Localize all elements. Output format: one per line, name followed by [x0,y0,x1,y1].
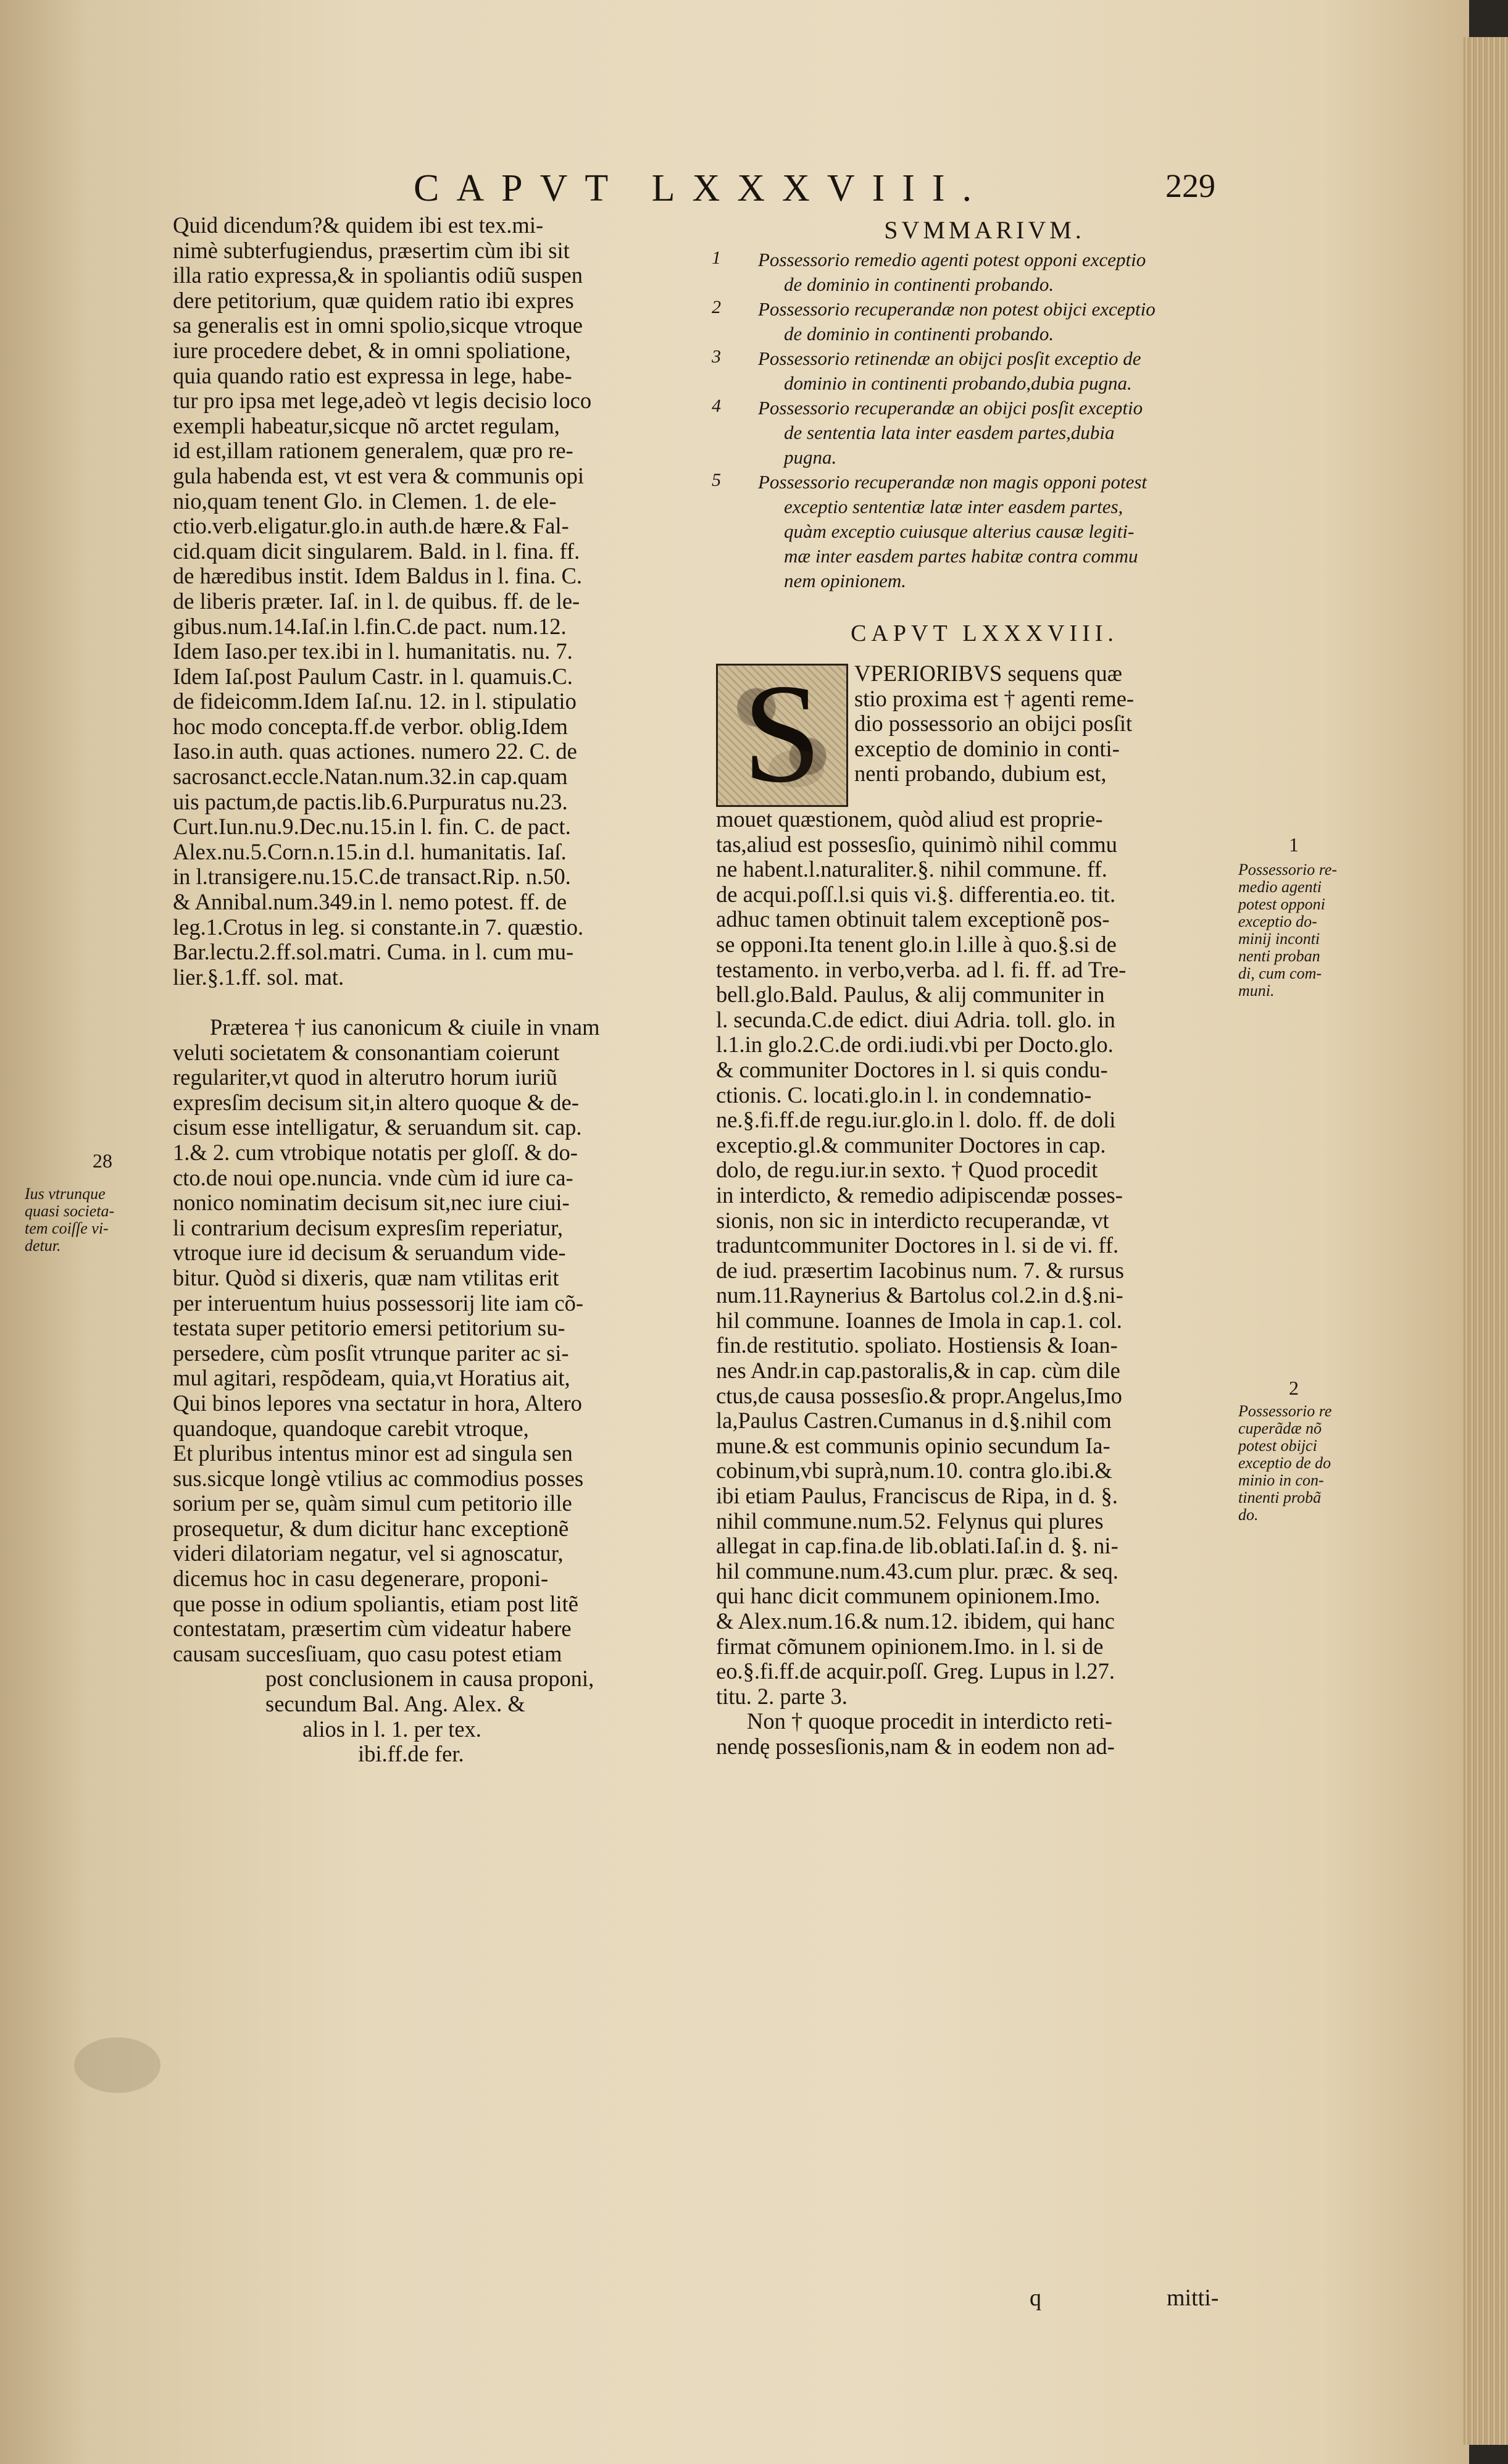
text-line: hil commune. Ioannes de Imola in cap.1. col. [716,1308,1122,1333]
margin-paragraph-number: 28 [93,1150,112,1172]
paragraph-gap [173,990,667,1015]
text-line: illa ratio expressa,& in spoliantis odiũ suspen [173,263,583,288]
text-line: alios in l. 1. per tex. [302,1716,481,1742]
text-line: Idem Iaſ.post Paulum Castr. in l. quamuis.C. [173,664,573,689]
margin-note-line: Possessorio re- [1238,861,1338,879]
text-line: veluti societatem & consonantiam coierunt [173,1040,560,1065]
summary-item-line: de sententia lata inter easdem partes,dubia [784,422,1115,443]
text-line: in interdicto, & remedio adipiscendæ posses- [716,1182,1123,1208]
text-line: sa generalis est in omni spolio,sicque vtroque [173,313,583,338]
text-line: ibi etiam Paulus, Franciscus de Ripa, in d. §. [716,1484,1118,1509]
summary-item-number: 5 [712,470,721,490]
text-line: de hæredibus instit. Idem Baldus in l. fina. C. [173,564,583,589]
text-line: gula habenda est, vt est vera & communis opi [173,463,584,488]
text-line: cisum esse intelligatur, & seruandum sit. cap. [173,1115,582,1140]
summary-item [712,297,1253,346]
margin-note-line: tinenti probã [1238,1489,1322,1506]
text-line: nio,quam tenent Glo. in Clemen. 1. de ele- [173,488,557,514]
text-line: quia quando ratio est expressa in lege, habe- [173,363,572,388]
margin-note-line: exceptio de do [1238,1454,1331,1472]
paper-stain [769,750,824,787]
text-line: qui hanc dicit communem opinionem.Imo. [716,1584,1101,1609]
summary-item-line: Possessorio recuperandæ non potest obijci exceptio [758,298,1156,320]
text-line: firmat cõmunem opinionem.Imo. in l. si de [716,1634,1104,1659]
text-line: Curt.Iun.nu.9.Dec.nu.15.in l. fin. C. de pact. [173,814,571,840]
text-line: id est,illam rationem generalem, quæ pro re- [173,438,573,464]
text-line: allegat in cap.fina.de lib.oblati.Iaſ.in d. §. ni- [716,1534,1119,1559]
summary-item [712,396,1253,470]
margin-note-line: quasi societa- [25,1202,115,1220]
margin-note-line: nenti proban [1238,947,1320,965]
text-line: eo.§.fi.ff.de acquir.poſſ. Greg. Lupus in l.27. [716,1659,1115,1684]
text-line: Iaso.in auth. quas actiones. numero 22. C. de [173,739,577,764]
margin-note-line: muni. [1238,982,1275,1000]
left-text-column [173,213,667,1767]
chapter-running-title: CAPVT LXXXVIII. [414,167,989,209]
text-line: se opponi.Ita tenent glo.in l.ille à quo.§.si de [716,932,1117,957]
text-line: leg.1.Crotus in leg. si constante.in 7. quæstio. [173,914,584,940]
summary-item-line: exceptio sententiæ latæ inter easdem partes, [784,496,1123,517]
text-line: mul agitari, respõdeam, quia,vt Horatius ait, [173,1366,570,1391]
text-line: sionis, non sic in interdicto recuperandæ, vt [716,1208,1109,1233]
margin-note-line: tem coiſſe vi- [25,1219,109,1237]
text-line: dolo, de regu.iur.in sexto. † Quod procedit [716,1158,1098,1183]
margin-note-line: medio agenti [1238,878,1322,896]
text-line: Qui binos lepores vna sectatur in hora, Altero [173,1390,582,1416]
text-line: tas,aliud est possesſio, quinimò nihil commu [716,832,1117,857]
margin-note-line: cuperãdæ nõ [1238,1419,1322,1437]
paper-stain [74,2037,160,2093]
text-line: bell.glo.Bald. Paulus, & alij communiter in [716,982,1105,1008]
right-margin-note-1 [1238,861,1337,1000]
text-line: per interuentum huius possessorij lite iam cõ- [173,1290,583,1316]
text-line: VPERIORIBVS sequens quæ [854,661,1122,686]
text-line: causam succesſiuam, quo casu potest etiam [173,1641,562,1666]
text-line: ctio.verb.eligatur.glo.in auth.de hære.& Fal- [173,514,569,539]
text-line: & Alex.num.16.& num.12. ibidem, qui hanc [716,1609,1115,1634]
summary-item-line: Possessorio remedio agenti potest opponi exceptio [758,249,1146,270]
margin-note-line: detur. [25,1237,61,1255]
margin-note-number-2: 2 [1289,1377,1299,1399]
text-line: nihil commune.num.52. Felynus qui plures [716,1508,1104,1534]
text-line: sus.sicque longè vtilius ac commodius posses [173,1466,584,1491]
text-line: expresſim decisum sit,in altero quoque & de- [173,1090,579,1115]
text-line: ne.§.fi.ff.de regu.iur.glo.in l. dolo. ff. de doli [716,1108,1116,1133]
summary-item-line: nem opinionem. [784,570,907,591]
summary-item-number: 3 [712,346,721,367]
margin-note-line: exceptio do- [1238,913,1317,930]
text-line: 1.& 2. cum vtrobique notatis per gloſſ. & do- [173,1140,578,1165]
signature-mark: q [1030,2285,1041,2311]
text-line: in l.transigere.nu.15.C.de transact.Rip. n.50. [173,864,571,890]
page-edges [1463,37,1508,2445]
text-line: adhuc tamen obtinuit talem exceptionẽ pos- [716,907,1110,932]
text-line: Et pluribus intentus minor est ad singula sen [173,1441,573,1466]
summary-item [712,346,1253,396]
text-line: uis pactum,de pactis.lib.6.Purpuratus nu.23. [173,789,568,814]
text-line: de acqui.poſſ.l.si quis vi.§. differentia.eo. tit. [716,882,1116,907]
text-line: li contrarium decisum expresſim reperiatur, [173,1215,563,1240]
text-line: la,Paulus Castren.Cumanus in d.§.nihil com [716,1408,1112,1434]
text-line: videri dilatoriam negatur, vel si agnoscatur, [173,1541,564,1566]
summary-item [712,470,1253,593]
text-line: fin.de restitutio. spoliato. Hostiensis & Ioan- [716,1333,1118,1358]
text-line: mouet quæstionem, quòd aliud est proprie- [716,807,1103,832]
text-line: secundum Bal. Ang. Alex. & [265,1692,525,1717]
text-line: & Annibal.num.349.in l. nemo potest. ff. de [173,890,567,915]
margin-note-line: minij inconti [1238,930,1320,948]
text-line: lier.§.1.ff. sol. mat. [173,964,344,990]
summary-item-line: dominio in continenti probando,dubia pugna. [784,372,1132,394]
text-line: exceptio.gl.& communiter Doctores in cap. [716,1132,1106,1158]
text-line: cto.de noui ope.nuncia. vnde cùm id iure ca- [173,1165,573,1190]
text-line: nendę possesſionis,nam & in eodem non ad- [716,1734,1115,1759]
margin-note-line: potest obijci [1238,1437,1317,1455]
text-line: quandoque, quandoque carebit vtroque, [173,1416,529,1441]
text-line: de iud. præsertim Iacobinus num. 7. & rursus [716,1258,1124,1283]
text-line: ne habent.l.naturaliter.§. nihil commune. ff. [716,857,1107,882]
text-line: Alex.nu.5.Corn.n.15.in d.l. humanitatis. Iaſ. [173,839,567,864]
decorated-initial [716,664,848,807]
summary-item-line: Possessorio retinendæ an obijci posſit exceptio de [758,348,1141,369]
text-line: Idem Iaso.per tex.ibi in l. humanitatis. nu. 7. [173,639,573,664]
margin-note-line: di, cum com- [1238,964,1322,982]
left-paragraph-continuation [173,213,667,990]
text-line: persedere, cùm posſit vtrunque pariter ac si- [173,1340,569,1366]
margin-note-line: potest opponi [1238,895,1325,913]
text-line: nonico nominatim decisum sit,nec iure ciui- [173,1190,570,1216]
text-line: dio possessorio an obijci posſit [854,711,1133,737]
text-line: l. secunda.C.de edict. diui Adria. toll. glo. in [716,1007,1115,1032]
text-line: Quid dicendum?& quidem ibi est tex.mi- [173,213,544,238]
drop-cap-letter: S [743,664,822,807]
text-line: testamento. in verbo,verba. ad l. fi. ff. ad Tre- [716,957,1127,982]
text-line: nenti probando, dubium est, [854,761,1107,787]
page-number: 229 [1165,167,1215,204]
right-text-column [712,213,1253,1760]
text-line: dicemus hoc in casu degenerare, proponi- [173,1566,549,1592]
summary-item-line: Possessorio recuperandæ non magis opponi potest [758,471,1148,493]
text-line: nes Andr.in cap.pastoralis,& in cap. cùm dile [716,1358,1120,1384]
text-line: que posse in odium spoliantis, etiam post litẽ [173,1591,578,1616]
text-line: exceptio de dominio in conti- [854,736,1120,761]
text-line: gibus.num.14.Iaſ.in l.fin.C.de pact. num.12. [173,614,567,639]
text-line: mune.& est communis opinio secundum Ia- [716,1433,1110,1458]
text-line: stio proxima est † agenti reme- [854,686,1135,711]
summary-item-number: 1 [712,248,721,268]
text-line: vtroque iure id decisum & seruandum vide- [173,1240,566,1266]
summary-item-line: mæ inter easdem partes habitæ contra commu [784,545,1138,567]
left-paragraph-28 [173,1015,667,1767]
right-margin-note-2 [1238,1403,1331,1524]
chapter-heading: CAPVT LXXXVIII. [851,620,1119,646]
text-line: de liberis præter. Iaſ. in l. de quibus. ff. de le- [173,588,580,614]
text-line: Bar.lectu.2.ff.sol.matri. Cuma. in l. cum mu- [173,940,574,965]
text-line: & communiter Doctores in l. si quis condu- [716,1057,1108,1082]
text-line: titu. 2. parte 3. [716,1684,848,1709]
summary-item [712,248,1253,297]
left-margin-note [25,1185,114,1255]
text-line: hil commune.num.43.cum plur. præc. & seq. [716,1558,1119,1584]
text-line: sacrosanct.eccle.Natan.num.32.in cap.quam [173,764,568,790]
text-line: cid.quam dicit singularem. Bald. in l. fina. ff. [173,538,580,564]
text-line: nimè subterfugiendus, præsertim cùm ibi sit [173,238,570,263]
text-line: num.11.Raynerius & Bartolus col.2.in d.§.ni- [716,1283,1123,1308]
text-line: testata super petitorio emersi petitorium su- [173,1316,565,1341]
margin-note-line: Possessorio re [1238,1402,1332,1420]
text-line: contestatam, præsertim cùm videatur habere [173,1616,572,1642]
text-line: hoc modo concepta.ff.de verbor. oblig.Idem [173,714,568,739]
summary-item-line: quàm exceptio cuiusque alterius causæ legiti- [784,520,1135,542]
running-head [0,167,1469,216]
right-body-text [716,807,1253,1760]
margin-note-number-1: 1 [1289,833,1299,856]
text-line: exempli habeatur,sicque nõ arctet regulam, [173,413,560,438]
text-line: ctus,de causa possesſio.& propr.Angelus,Imo [716,1383,1122,1408]
text-line: dere petitorium, quæ quidem ratio ibi expres [173,288,574,313]
summary-item-number: 4 [712,396,721,416]
text-line: post conclusionem in causa proponi, [265,1666,594,1692]
text-line: bitur. Quòd si dixeris, quæ nam vtilitas erit [173,1265,559,1290]
text-line: Non † quoque procedit in interdicto reti- [747,1709,1112,1734]
text-line: prosequetur, & dum dicitur hanc exceptionẽ [173,1516,569,1541]
text-line: l.1.in glo.2.C.de ordi.iudi.vbi per Docto.glo. [716,1032,1114,1058]
summary-item-line: de dominio in continenti probando. [784,274,1054,295]
text-line: de fideicomm.Idem Iaſ.nu. 12. in l. stipulatio [173,689,577,714]
margin-note-line: minio in con- [1238,1471,1324,1489]
summary-list [712,248,1253,593]
text-line: Præterea † ius canonicum & ciuile in vnam [210,1015,600,1040]
summary-item-line: de dominio in continenti probando. [784,323,1054,345]
margin-note-line: do. [1238,1506,1259,1524]
text-line: traduntcommuniter Doctores in l. si de vi. ff. [716,1233,1119,1258]
text-line: regulariter,vt quod in alterutro horum iuriũ [173,1065,557,1090]
summary-item-number: 2 [712,297,721,317]
summary-item-line: pugna. [784,446,837,468]
text-line: ibi.ff.de fer. [358,1742,464,1767]
text-line: tur pro ipsa met lege,adeò vt legis decisio loco [173,388,592,414]
margin-note-line: Ius vtrunque [25,1185,106,1203]
text-line: sorium per se, quàm simul cum petitorio ille [173,1491,572,1516]
text-line: cobinum,vbi suprà,num.10. contra glo.ibi.& [716,1458,1112,1484]
catchword: mitti- [1167,2285,1219,2311]
summary-heading: SVMMARIVM. [884,216,1085,244]
text-line: ctionis. C. locati.glo.in l. in condemnatio- [716,1082,1092,1108]
text-line: iure procedere debet, & in omni spoliatione, [173,338,571,363]
summary-item-line: Possessorio recuperandæ an obijci posſit exceptio [758,397,1143,419]
